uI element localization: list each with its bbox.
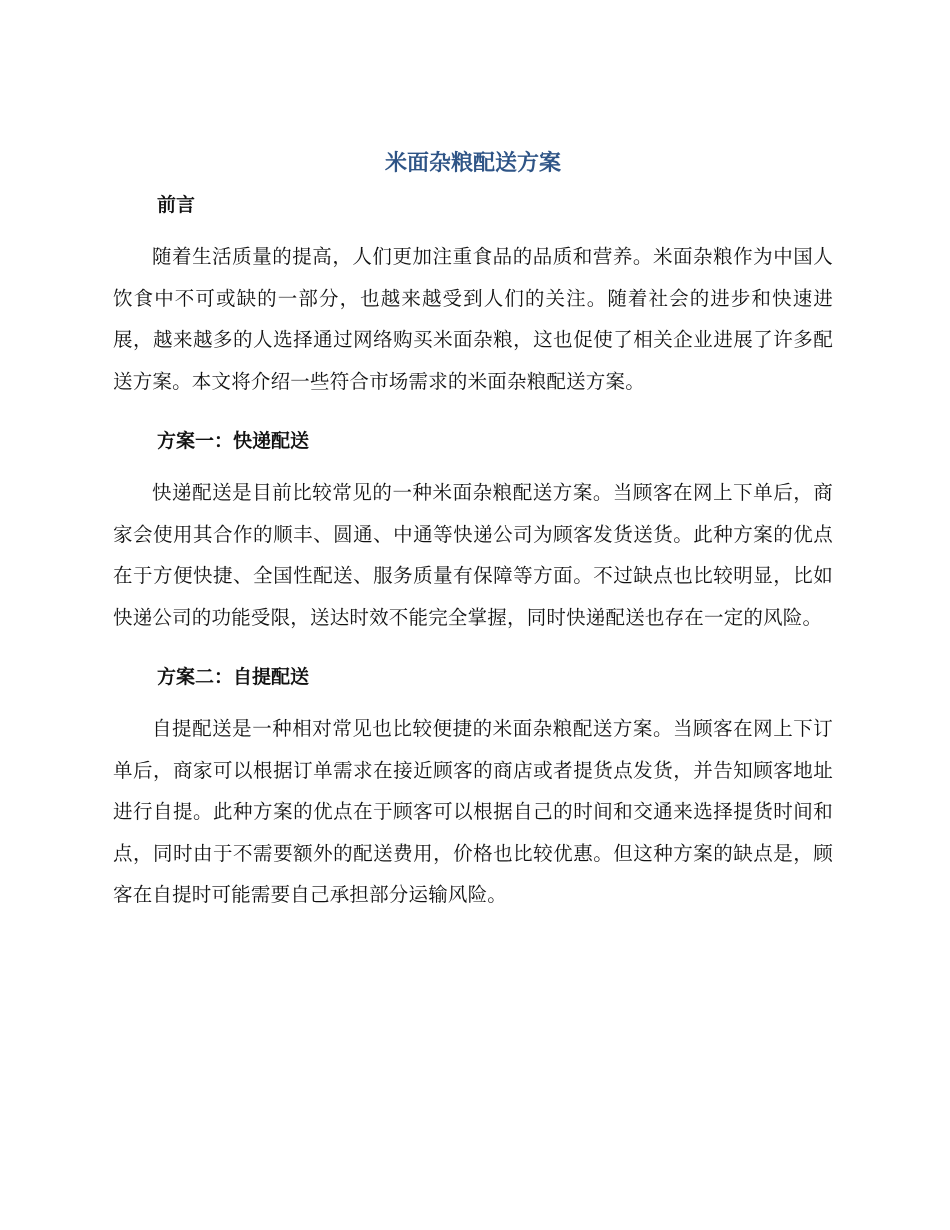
section-heading-self-pickup: 方案二：自提配送: [157, 666, 310, 688]
section-heading-express-delivery: 方案一：快递配送: [157, 430, 310, 452]
document-title: 米面杂粮配送方案: [384, 151, 561, 176]
document-content: [113, 140, 833, 916]
section-body-self-pickup: 自提配送是一种相对常见也比较便捷的米面杂粮配送方案。当顾客在网上下订单后，商家可以根据订单需求在接近顾客的商店或者提货点发货，并告知顾客地址进行自提。此种方案的优点在于顾客可以根据自己的时间和交通来选择提货时间和点，同时由于不需要额外的配送费用，价格也比较优惠。但这种方案的缺点是，顾客在自提时可能需要自己承担部分运输风险。: [113, 717, 833, 906]
section-body-express-delivery: 快递配送是目前比较常见的一种米面杂粮配送方案。当顾客在网上下单后，商家会使用其合作的顺丰、圆通、中通等快递公司为顾客发货送货。此种方案的优点在于方便快捷、全国性配送、服务质量有保障等方面。不过缺点也比较明显，比如快递公司的功能受限，送达时效不能完全掌握，同时快递配送也存在一定的风险。: [113, 481, 833, 629]
section-heading-preface: 前言: [157, 194, 196, 216]
section-body-preface: 随着生活质量的提高，人们更加注重食品的品质和营养。米面杂粮作为中国人饮食中不可或缺的一部分，也越来越受到人们的关注。随着社会的进步和快速进展，越来越多的人选择通过网络购买米面杂粮，这也促使了相关企业进展了许多配送方案。本文将介绍一些符合市场需求的米面杂粮配送方案。: [113, 245, 833, 393]
